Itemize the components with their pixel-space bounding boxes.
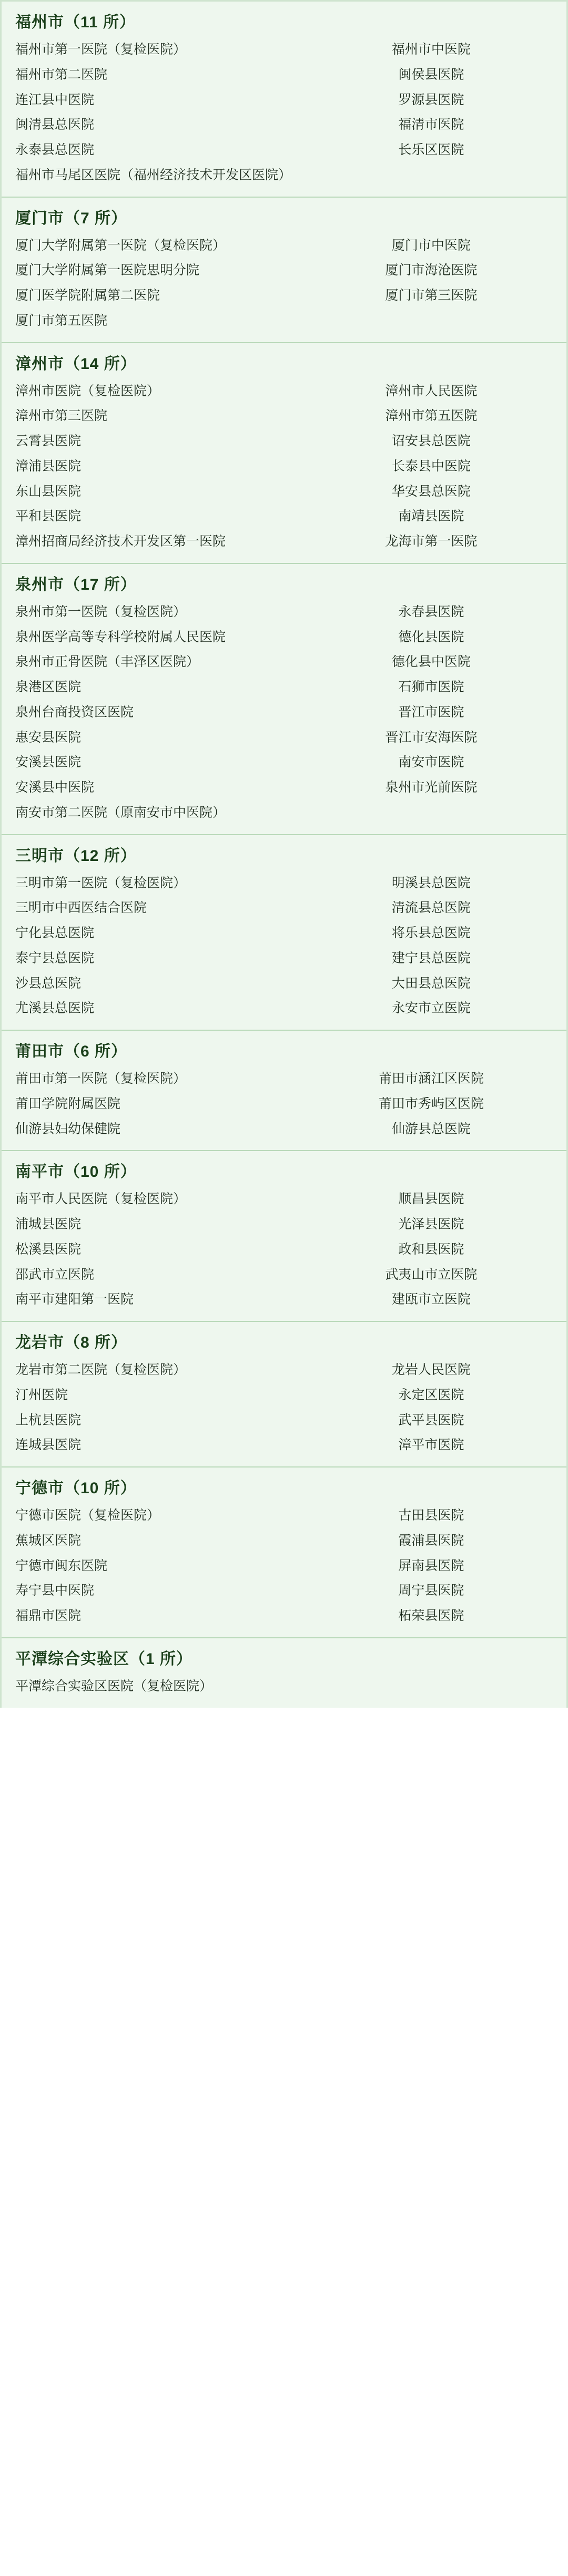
table-row [15, 1358, 553, 1383]
hospital-name-left: 连城县医院 [15, 1438, 82, 1453]
city-section [2, 343, 566, 564]
hospital-name-left: 安溪县医院 [15, 755, 82, 770]
hospital-name-left: 宁化县总医院 [15, 926, 95, 940]
city-section [2, 1031, 566, 1151]
hospital-name-left: 泉港区医院 [15, 680, 82, 694]
hospital-name-left: 浦城县医院 [15, 1217, 82, 1231]
hospital-name-left: 福州市第二医院 [15, 67, 108, 82]
hospital-name-left: 永泰县总医院 [15, 142, 95, 157]
hospital-name-right: 霞浦县医院 [398, 1533, 464, 1548]
table-row [15, 63, 553, 88]
table-row [15, 1433, 553, 1458]
hospital-name-right: 德化县中医院 [391, 654, 471, 670]
hospital-name-left: 上杭县医院 [15, 1412, 82, 1428]
table-row [15, 1674, 553, 1699]
hospital-name-left: 漳州市医院（复检医院） [15, 383, 160, 398]
hospital-name-left: 福州市第一医院（复检医院） [15, 42, 187, 57]
hospital-name-right: 德化县医院 [398, 629, 464, 644]
hospital-name-right: 明溪县总医院 [391, 875, 471, 890]
table-row [15, 675, 553, 700]
table-row [15, 309, 553, 334]
hospital-name-right: 龙岩人民医院 [391, 1362, 471, 1377]
hospital-name-left: 莆田学院附属医院 [15, 1096, 121, 1111]
table-row [15, 700, 553, 725]
table-row [15, 1117, 553, 1142]
hospital-name-right: 厦门市第三医院 [385, 288, 478, 303]
table-row [15, 88, 553, 113]
hospital-name-left: 泰宁县总医院 [15, 950, 95, 966]
hospital-name-right: 南安市医院 [398, 755, 464, 770]
city-section [2, 1467, 566, 1638]
hospital-rows [2, 37, 566, 197]
hospital-name-right: 政和县医院 [398, 1241, 464, 1257]
table-row [15, 429, 553, 454]
hospital-rows [2, 1503, 566, 1637]
hospital-name-left: 松溪县医院 [15, 1241, 82, 1257]
hospital-name-left: 蕉城区医院 [15, 1533, 82, 1548]
hospital-name-right: 光泽县医院 [398, 1217, 464, 1231]
hospital-name-left: 三明市第一医院（复检医院） [15, 875, 187, 890]
table-row [15, 1263, 553, 1288]
hospital-name-right: 漳平市医院 [398, 1438, 464, 1453]
hospital-name-right: 莆田市秀屿区医院 [378, 1096, 484, 1111]
table-row [15, 1528, 553, 1554]
table-row [15, 750, 553, 775]
hospital-name-left: 安溪县中医院 [15, 780, 95, 795]
hospital-name-left: 尤溪县总医院 [15, 1001, 95, 1016]
city-section-heading: 福州市（11 所） [15, 14, 136, 31]
city-section-heading: 莆田市（6 所） [15, 1043, 128, 1060]
table-row [15, 529, 553, 555]
table-row [15, 1237, 553, 1263]
hospital-name-left: 泉州市正骨医院（丰泽区医院） [15, 654, 200, 670]
hospital-name-left: 泉州台商投资区医院 [15, 704, 134, 720]
city-section-heading: 南平市（10 所） [15, 1163, 137, 1181]
table-row [15, 625, 553, 650]
table-row [15, 504, 553, 529]
table-row [15, 921, 553, 946]
hospital-name-right: 福州市中医院 [391, 42, 471, 57]
city-section-heading: 三明市（12 所） [15, 847, 137, 865]
hospital-name-right: 武平县医院 [398, 1412, 464, 1428]
table-row [15, 379, 553, 404]
hospital-name-right: 柘荣县医院 [398, 1608, 464, 1623]
hospital-name-left: 厦门市第五医院 [15, 313, 108, 328]
table-row [15, 479, 553, 505]
hospital-name-left: 漳州市第三医院 [15, 408, 108, 424]
city-section [2, 1638, 566, 1708]
hospital-name-left: 沙县总医院 [15, 976, 82, 991]
hospital-rows [2, 1187, 566, 1321]
table-row [15, 650, 553, 675]
hospital-name-right: 古田县医院 [398, 1508, 464, 1523]
sections-container [2, 2, 566, 1708]
hospital-name-right: 长乐区医院 [398, 142, 464, 157]
hospital-name-right: 武夷山市立医院 [385, 1267, 478, 1282]
table-row [15, 1212, 553, 1237]
table-row [15, 971, 553, 997]
city-section-heading: 宁德市（10 所） [15, 1480, 137, 1497]
table-row [15, 871, 553, 896]
hospital-name-left: 龙岩市第二医院（复检医院） [15, 1362, 187, 1377]
hospital-name-left: 平和县医院 [15, 509, 82, 524]
city-section-heading: 漳州市（14 所） [15, 355, 137, 373]
table-row [15, 1092, 553, 1117]
hospital-name-right: 永安市立医院 [391, 1001, 471, 1016]
hospital-name-right: 华安县总医院 [391, 484, 471, 499]
hospital-rows [2, 1358, 566, 1466]
hospital-name-right: 永定区医院 [398, 1387, 464, 1402]
hospital-name-right: 莆田市涵江区医院 [378, 1071, 484, 1086]
hospital-name-left: 惠安县医院 [15, 730, 82, 745]
hospital-name-left: 福州市马尾区医院（福州经济技术开发区医院） [15, 167, 292, 182]
hospital-name-right: 建宁县总医院 [391, 950, 471, 966]
hospital-name-right: 闽侯县医院 [398, 67, 464, 82]
table-row [15, 283, 553, 309]
hospital-name-left: 仙游县妇幼保健院 [15, 1121, 121, 1136]
table-row [15, 725, 553, 751]
hospital-name-left: 东山县医院 [15, 484, 82, 499]
table-row [15, 1604, 553, 1629]
hospital-name-left: 莆田市第一医院（复检医院） [15, 1071, 187, 1086]
table-row [15, 1554, 553, 1579]
hospital-name-right: 南靖县医院 [398, 509, 464, 524]
hospital-name-right: 顺昌县医院 [398, 1192, 464, 1207]
hospital-name-right: 大田县总医院 [391, 976, 471, 991]
hospital-name-left: 厦门医学院附属第二医院 [15, 288, 160, 303]
table-row [15, 1287, 553, 1312]
hospital-name-left: 闽清县总医院 [15, 117, 95, 132]
city-section [2, 564, 566, 835]
table-row [15, 112, 553, 138]
city-section [2, 2, 566, 198]
table-row [15, 163, 553, 188]
city-section [2, 1151, 566, 1322]
hospital-name-left: 汀州医院 [15, 1387, 68, 1402]
city-section-heading: 泉州市（17 所） [15, 576, 137, 593]
table-row [15, 1066, 553, 1092]
hospital-name-left: 漳州招商局经济技术开发区第一医院 [15, 534, 226, 549]
table-row [15, 1383, 553, 1408]
city-section-heading: 龙岩市（8 所） [15, 1334, 128, 1351]
table-row [15, 946, 553, 971]
hospital-name-left: 厦门大学附属第一医院思明分院 [15, 263, 200, 278]
hospital-name-right: 福清市医院 [398, 117, 464, 132]
table-row [15, 454, 553, 479]
hospital-rows [2, 1066, 566, 1150]
table-row [15, 1187, 553, 1212]
hospital-name-left: 平潭综合实验区医院（复检医院） [15, 1678, 213, 1694]
table-row [15, 404, 553, 429]
hospital-name-right: 周宁县医院 [398, 1583, 464, 1598]
table-row [15, 996, 553, 1021]
hospital-name-right: 漳州市第五医院 [385, 408, 478, 424]
hospital-name-left: 南安市第二医院（原南安市中医院） [15, 805, 226, 820]
hospital-rows [2, 600, 566, 834]
hospital-name-right: 泉州市光前医院 [385, 780, 478, 795]
hospital-rows [2, 233, 566, 342]
hospital-name-right: 漳州市人民医院 [385, 383, 478, 398]
hospital-name-right: 清流县总医院 [391, 900, 471, 916]
hospital-name-right: 将乐县总医院 [391, 926, 471, 940]
table-row [15, 1408, 553, 1433]
hospital-name-left: 宁德市医院（复检医院） [15, 1508, 160, 1523]
hospital-name-right: 屏南县医院 [398, 1558, 464, 1573]
city-section [2, 835, 566, 1031]
hospital-name-right: 罗源县医院 [398, 92, 464, 107]
hospital-name-right: 厦门市中医院 [391, 238, 471, 253]
hospital-rows [2, 379, 566, 563]
city-section [2, 1322, 566, 1467]
table-row [15, 258, 553, 283]
table-row [15, 775, 553, 800]
hospital-name-right: 建瓯市立医院 [391, 1292, 471, 1307]
table-row [15, 896, 553, 921]
hospital-name-right: 龙海市第一医院 [385, 534, 478, 549]
hospital-name-left: 宁德市闽东医院 [15, 1558, 108, 1573]
hospital-name-right: 厦门市海沧医院 [385, 263, 478, 278]
hospital-name-left: 泉州医学高等专科学校附属人民医院 [15, 629, 226, 644]
hospital-name-left: 三明市中西医结合医院 [15, 900, 147, 916]
table-row [15, 1578, 553, 1604]
hospital-name-left: 南平市人民医院（复检医院） [15, 1192, 187, 1207]
table-row [15, 1503, 553, 1528]
hospital-name-left: 邵武市立医院 [15, 1267, 95, 1282]
table-row [15, 800, 553, 826]
hospital-rows [2, 871, 566, 1030]
hospital-name-right: 仙游县总医院 [391, 1121, 471, 1136]
hospital-name-left: 连江县中医院 [15, 92, 95, 107]
hospital-name-right: 晋江市医院 [398, 704, 464, 720]
table-row [15, 138, 553, 163]
hospital-name-left: 漳浦县医院 [15, 458, 82, 474]
hospital-name-right: 永春县医院 [398, 604, 464, 619]
hospital-name-right: 晋江市安海医院 [385, 730, 478, 745]
hospital-rows [2, 1674, 566, 1708]
hospital-name-left: 南平市建阳第一医院 [15, 1292, 134, 1307]
city-section [2, 198, 566, 343]
hospital-name-left: 福鼎市医院 [15, 1608, 82, 1623]
hospital-name-left: 寿宁县中医院 [15, 1583, 95, 1598]
table-row [15, 600, 553, 625]
city-section-heading: 平潭综合实验区（1 所） [15, 1650, 193, 1668]
hospital-name-right: 长泰县中医院 [391, 458, 471, 474]
hospital-name-right: 石狮市医院 [398, 680, 464, 694]
city-section-heading: 厦门市（7 所） [15, 209, 128, 227]
hospital-name-left: 云霄县医院 [15, 434, 82, 448]
table-row [15, 37, 553, 63]
hospital-name-left: 泉州市第一医院（复检医院） [15, 604, 187, 619]
hospital-name-left: 厦门大学附属第一医院（复检医院） [15, 238, 226, 253]
hospital-name-right: 诏安县总医院 [391, 434, 471, 448]
table-row [15, 233, 553, 259]
